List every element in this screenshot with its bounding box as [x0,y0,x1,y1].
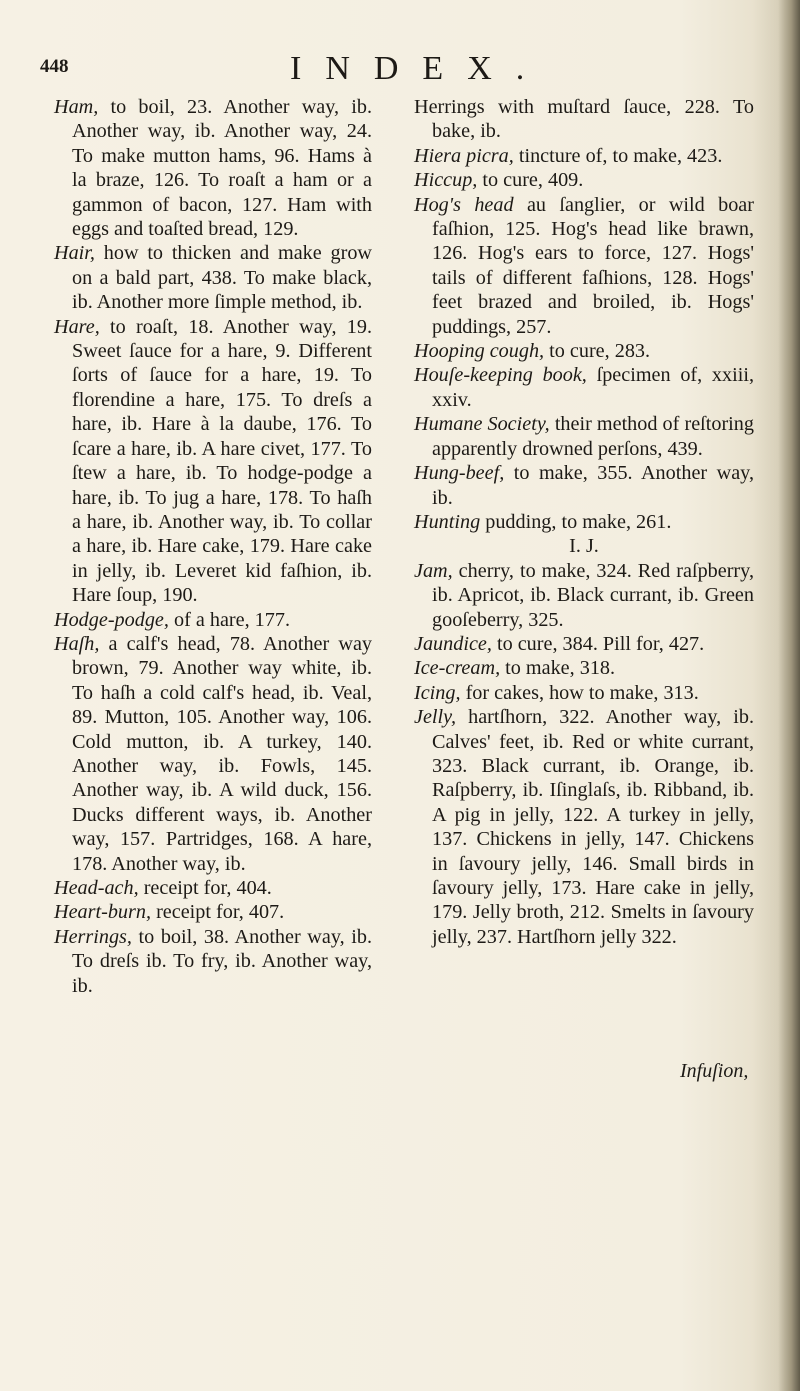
entry-headword: Herrings, [54,925,132,948]
index-entry [414,705,754,949]
page-number: 448 [40,56,69,77]
entry-text: of a hare, 177. [168,608,291,631]
entry-headword: Hiccup, [414,169,478,192]
index-entry [414,559,754,632]
entry-headword: Haſh, [54,632,100,655]
index-entry [414,510,754,534]
page-header [40,50,780,94]
entry-text: to make, 355. Another way, ib. [432,462,754,509]
entry-text: how to thicken and make grow on a bald part, 438. To make black, ib. Another more ſimple method, ib. [72,242,372,314]
entry-headword: Ham, [54,96,99,118]
catchword: Infuſion, [680,1060,749,1082]
entry-text: pudding, to make, 261. [480,510,672,533]
entry-headword: Ice-cream, [414,657,501,680]
index-entry [54,900,372,924]
entry-headword: Hiera picra, [414,144,514,167]
page-edge-shadow [778,0,800,1391]
entry-text: cherry, to make, 324. Red raſpberry, ib. Apricot, ib. Black currant, ib. Green gooſeberry, 325. [432,559,754,631]
entry-text: to cure, 384. Pill for, 427. [491,632,705,655]
entry-headword: Icing, [414,681,461,704]
entry-text: receipt for, 404. [138,877,272,899]
index-entry [414,656,754,680]
entry-headword: Heart-burn, [54,901,152,924]
entry-headword: Hair, [54,242,95,265]
entry-text: their method of reſtoring apparently drowned perſons, 439. [432,413,754,460]
entry-text: a calf's head, 78. Another way brown, 79. Another way white, ib. To haſh a cold calf's head, ib. Veal, 89. Mutton, 105. Another way, 106. Cold mutton, ib. A turkey, 140. Another way, ib. Fowls, 145. Another way, ib. A wild duck, 156. Ducks different ways, ib. Another way, 157. Partridges, 168. A hare, 178. Another way, ib. [72,632,372,875]
entry-headword: Head-ach, [54,877,139,899]
entry-headword: Hooping cough, [414,340,545,363]
entry-text: Herrings with muſtard ſauce, 228. To bake, ib. [414,96,754,143]
index-entry [54,608,372,632]
index-entry [54,925,372,998]
entry-headword: Hodge-podge, [54,608,169,631]
entry-headword: Hung-beef, [414,462,505,485]
index-entry [414,168,754,192]
index-entry [54,95,372,241]
entry-headword: Jam, [414,559,453,582]
entry-headword: Jaundice, [414,632,492,655]
entry-text: to roaſt, 18. Another way, 19. Sweet ſauce for a hare, 9. Different ſorts of ſauce for a hare, 19. To florendine a hare, 175. To dreſs a hare, ib. Hare à la daube, 176. To ſcare a hare, ib. A hare civet, 177. To ſtew a hare, ib. To hodge-podge a hare, ib. To jug a hare, 178. To haſh a hare, ib. Another way, ib. To collar a hare, ib. Hare cake, 179. Hare cake in jelly, ib. Leveret kid faſhion, ib. Hare ſoup, 190. [72,315,372,607]
index-column-left [54,95,372,998]
entry-headword: Jelly, [414,706,457,729]
entry-text: ſpecimen of, xxiii, xxiv. [432,364,754,411]
index-entry [54,315,372,608]
index-entry [414,339,754,363]
entry-headword: Hog's head [414,193,514,216]
entry-text: to boil, 23. Another way, ib. Another way, ib. Another way, 24. To make mutton hams, 96. Hams à la braze, 126. To roaſt a ham or a gammon of bacon, 127. Ham with eggs and toaſted bread, 129. [72,96,372,241]
index-entry [414,412,754,461]
entry-text: to boil, 38. Another way, ib. To dreſs ib. To fry, ib. Another way, ib. [72,925,372,997]
index-entry [414,144,754,168]
index-entry [54,241,372,314]
index-entry [414,95,754,144]
index-entry [54,632,372,876]
entry-headword: Humane Society, [414,413,550,436]
index-entry [54,876,372,900]
running-head: INDEX. [290,50,549,87]
index-entry [414,461,754,510]
index-entry [414,193,754,339]
entry-headword: Hunting [414,510,481,533]
entry-text: to make, 318. [500,657,616,680]
entry-text: to cure, 409. [477,169,584,192]
section-letter: I. J. [569,535,599,558]
index-entry [414,632,754,656]
entry-text: receipt for, 407. [151,901,285,924]
entry-headword: Hare, [54,315,100,338]
entry-text: tincture of, to make, 423. [513,144,723,167]
entry-text: hartſhorn, 322. Another way, ib. Calves' feet, ib. Red or white currant, 323. Black currant, ib. Orange, ib. Raſpberry, ib. Iſinglaſs, ib. Ribband, ib. A pig in jelly, 122. A turkey in jelly, 137. Chickens in jelly, 147. Chickens in ſavoury jelly, 146. Small birds in ſavoury jelly, 173. Hare cake in jelly, 179. Jelly broth, 212. Smelts in ſavoury jelly, 237. Hartſhorn jelly 322. [432,706,754,948]
entry-text: for cakes, how to make, 313. [460,681,699,704]
index-entry [414,681,754,705]
entry-text: au ſanglier, or wild boar faſhion, 125. Hog's head like brawn, 126. Hog's ears to force, 127. Hogs' tails of different faſhions, 128. Hogs' feet brazed and broiled, ib. Hogs' puddings, 257. [432,193,754,338]
entry-text: to cure, 283. [544,340,651,363]
index-column-right [414,95,754,949]
index-entry [414,363,754,412]
entry-headword: Houſe-keeping book, [414,364,587,387]
